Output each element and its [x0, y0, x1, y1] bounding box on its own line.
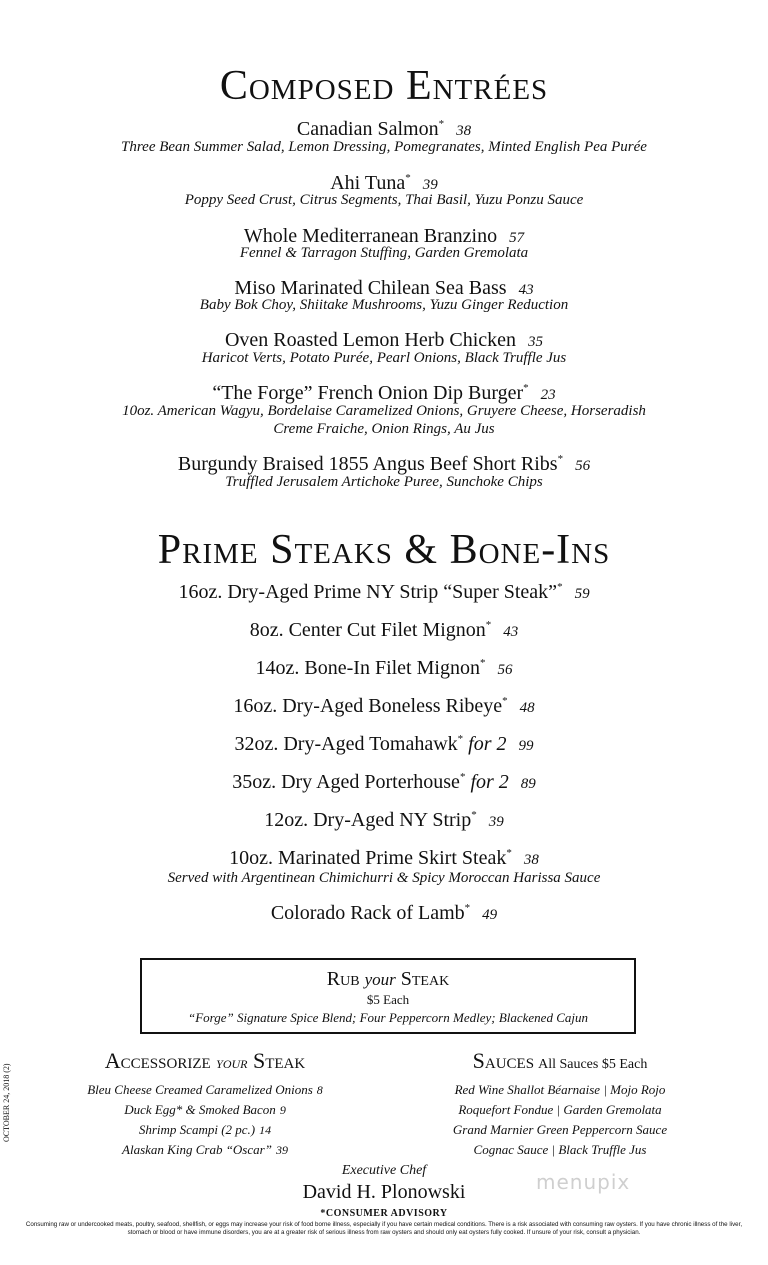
- steak-description: Served with Argentinean Chimichurri & Spicy Moroccan Harissa Sauce: [167, 870, 601, 886]
- sauce-line: Red Wine Shallot Béarnaise | Mojo Rojo: [454, 1082, 666, 1097]
- accessorize-title: Accessorize your Steak: [104, 1048, 306, 1073]
- steaks-title: Prime Steaks & Bone-Ins: [157, 527, 611, 573]
- executive-chef-name: David H. Plonowski: [302, 1181, 466, 1203]
- steak-item: 14oz. Bone-In Filet Mignon* 56: [255, 657, 513, 679]
- consumer-advisory-text: Consuming raw or undercooked meats, poultry, seafood, shellfish, or eggs may increase your risk of food borne illness, especially if you have certain medical conditions. There is a risk associated with consuming raw oysters. If you have chronic illness of the liver, stomach or blood or have immune disorders, you are at a greater risk of serious illness from raw oysters and should only eat oysters fully cooked. If unsure of your risk, consult a physician.: [25, 1221, 743, 1236]
- entree-name: Oven Roasted Lemon Herb Chicken 35: [224, 329, 544, 351]
- accessorize-item: Alaskan King Crab “Oscar” 39: [122, 1142, 288, 1157]
- consumer-advisory-title: *CONSUMER ADVISORY: [320, 1208, 448, 1219]
- rub-price: $5 Each: [366, 992, 410, 1007]
- entree-name: Whole Mediterranean Branzino 57: [243, 225, 525, 247]
- accessorize-item: Shrimp Scampi (2 pc.) 14: [138, 1122, 272, 1137]
- entree-name: Canadian Salmon* 38: [296, 118, 472, 140]
- rub-options: “Forge” Signature Spice Blend; Four Peppercorn Medley; Blackened Cajun: [187, 1010, 588, 1025]
- steak-item: 32oz. Dry-Aged Tomahawk* for 2 99: [234, 733, 534, 755]
- sauces-title: Sauces: [472, 1048, 535, 1073]
- rub-title: Rub your Steak: [326, 968, 450, 990]
- entree-description: Baby Bok Choy, Shiitake Mushrooms, Yuzu Ginger Reduction: [199, 297, 569, 313]
- composed-title: Composed Entrées: [219, 63, 549, 109]
- accessorize-section: [50, 1048, 360, 1160]
- steak-item: 8oz. Center Cut Filet Mignon* 43: [249, 619, 519, 641]
- steak-item: 16oz. Dry-Aged Prime NY Strip “Super Steak”* 59: [178, 581, 590, 603]
- menupix-watermark: menupix: [536, 1170, 631, 1194]
- entree-description: Three Bean Summer Salad, Lemon Dressing, Pomegranates, Minted English Pea Purée: [121, 139, 647, 155]
- steak-item: 10oz. Marinated Prime Skirt Steak* 38: [229, 847, 539, 869]
- steak-item: Colorado Rack of Lamb* 49: [270, 902, 498, 924]
- accessorize-item: Bleu Cheese Creamed Caramelized Onions 8: [87, 1082, 323, 1097]
- rub-your-steak-box: [140, 958, 636, 1034]
- side-date: OCTOBER 24, 2018 (2): [2, 1063, 11, 1143]
- entree-name: Burgundy Braised 1855 Angus Beef Short Ribs* 56: [177, 453, 591, 475]
- sauce-line: Roquefort Fondue | Garden Gremolata: [458, 1102, 662, 1117]
- sauces-note: All Sauces $5 Each: [538, 1057, 648, 1072]
- accessorize-item: Duck Egg* & Smoked Bacon 9: [124, 1102, 286, 1117]
- steak-item: 35oz. Dry Aged Porterhouse* for 2 89: [232, 771, 536, 793]
- entree-description: Truffled Jerusalem Artichoke Puree, Sunchoke Chips: [225, 474, 543, 490]
- entree-description: Fennel & Tarragon Stuffing, Garden Gremolata: [239, 245, 529, 261]
- entree-description: Haricot Verts, Potato Purée, Pearl Onions, Black Truffle Jus: [201, 350, 567, 366]
- entree-name: Ahi Tuna* 39: [330, 172, 438, 194]
- steak-item: 16oz. Dry-Aged Boneless Ribeye* 48: [233, 695, 535, 717]
- entree-description: Poppy Seed Crust, Citrus Segments, Thai Basil, Yuzu Ponzu Sauce: [184, 192, 584, 208]
- entree-description: Creme Fraiche, Onion Rings, Au Jus: [273, 421, 495, 437]
- sauce-line: Cognac Sauce | Black Truffle Jus: [473, 1142, 647, 1157]
- entree-description: 10oz. American Wagyu, Bordelaise Caramelized Onions, Gruyere Cheese, Horseradish: [122, 403, 646, 419]
- entree-name: Miso Marinated Chilean Sea Bass 43: [234, 277, 534, 299]
- sauces-section: [410, 1048, 710, 1160]
- entree-name: “The Forge” French Onion Dip Burger* 23: [212, 382, 556, 404]
- sauce-line: Grand Marnier Green Peppercorn Sauce: [452, 1122, 668, 1137]
- steak-item: 12oz. Dry-Aged NY Strip* 39: [264, 809, 504, 831]
- sauces-header: [410, 1048, 710, 1074]
- executive-chef-label: Executive Chef: [341, 1163, 427, 1178]
